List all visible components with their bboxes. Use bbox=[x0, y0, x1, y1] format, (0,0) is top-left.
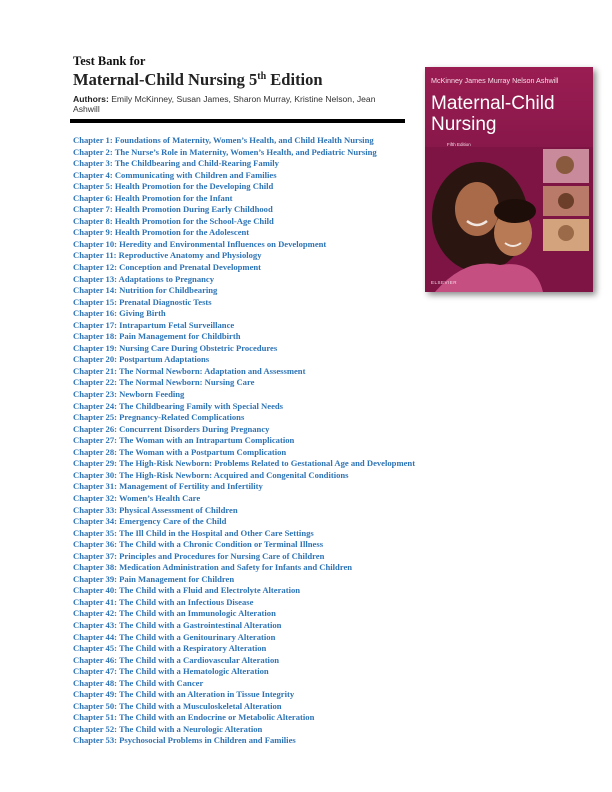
chapter-item: Chapter 27: The Woman with an Intrapartum Complication bbox=[73, 435, 295, 446]
chapter-item: Chapter 25: Pregnancy-Related Complications bbox=[73, 412, 245, 423]
chapter-item: Chapter 29: The High-Risk Newborn: Problems Related to Gestational Age and Development bbox=[73, 458, 416, 469]
chapter-item: Chapter 51: The Child with an Endocrine or Metabolic Alteration bbox=[73, 712, 315, 723]
chapter-item: Chapter 39: Pain Management for Children bbox=[73, 573, 235, 584]
chapter-item: Chapter 12: Conception and Prenatal Development bbox=[73, 262, 262, 273]
chapter-item: Chapter 31: Management of Fertility and Infertility bbox=[73, 481, 263, 492]
chapter-item: Chapter 35: The Ill Child in the Hospital and Other Care Settings bbox=[73, 527, 314, 538]
chapter-item: Chapter 11: Reproductive Anatomy and Physiology bbox=[73, 250, 262, 261]
chapter-item: Chapter 30: The High-Risk Newborn: Acquired and Congenital Conditions bbox=[73, 469, 349, 480]
chapter-item: Chapter 8: Health Promotion for the School-Age Child bbox=[73, 215, 274, 226]
chapter-item: Chapter 15: Prenatal Diagnostic Tests bbox=[73, 296, 212, 307]
chapter-item: Chapter 26: Concurrent Disorders During Pregnancy bbox=[73, 423, 270, 434]
chapter-item: Chapter 32: Women’s Health Care bbox=[73, 492, 201, 503]
chapter-item: Chapter 9: Health Promotion for the Adolescent bbox=[73, 227, 250, 238]
chapter-item: Chapter 1: Foundations of Maternity, Women’s Health, and Child Health Nursing bbox=[73, 135, 374, 145]
authors-names: Emily McKinney, Susan James, Sharon Murray, Kristine Nelson, Jean Ashwill bbox=[73, 94, 376, 114]
chapter-item: Chapter 3: The Childbearing and Child-Rearing Family bbox=[73, 158, 279, 169]
chapter-item: Chapter 38: Medication Administration and Safety for Infants and Children bbox=[73, 562, 353, 573]
cover-inset-figure-3 bbox=[558, 225, 574, 241]
book-title-end: Edition bbox=[266, 70, 323, 89]
chapter-item: Chapter 45: The Child with a Respiratory Alteration bbox=[73, 643, 267, 654]
chapter-item: Chapter 53: Psychosocial Problems in Children and Families bbox=[73, 735, 296, 746]
chapter-item: Chapter 14: Nutrition for Childbearing bbox=[73, 285, 218, 296]
chapter-item: Chapter 5: Health Promotion for the Developing Child bbox=[73, 181, 274, 192]
chapter-item: Chapter 36: The Child with a Chronic Condition or Terminal Illness bbox=[73, 539, 324, 550]
book-cover-image bbox=[425, 67, 593, 292]
header-label: Test Bank for bbox=[73, 54, 146, 68]
chapter-item: Chapter 24: The Childbearing Family with Special Needs bbox=[73, 400, 284, 411]
book-title-main: Maternal-Child Nursing 5 bbox=[73, 70, 258, 89]
chapter-item: Chapter 47: The Child with a Hematologic Alteration bbox=[73, 666, 269, 677]
authors-line bbox=[73, 94, 403, 114]
chapter-item: Chapter 17: Intrapartum Fetal Surveillance bbox=[73, 319, 235, 330]
chapter-item: Chapter 28: The Woman with a Postpartum Complication bbox=[73, 446, 287, 457]
cover-authors: McKinney James Murray Nelson Ashwill bbox=[431, 76, 559, 85]
chapter-item: Chapter 48: The Child with Cancer bbox=[73, 677, 204, 688]
authors-label: Authors: bbox=[73, 94, 109, 104]
chapter-item: Chapter 49: The Child with an Alteration in Tissue Integrity bbox=[73, 689, 295, 700]
chapter-item: Chapter 46: The Child with a Cardiovascular Alteration bbox=[73, 654, 280, 665]
chapter-item: Chapter 18: Pain Management for Childbirth bbox=[73, 331, 241, 342]
chapter-item: Chapter 13: Adaptations to Pregnancy bbox=[73, 273, 215, 284]
chapter-item: Chapter 22: The Normal Newborn: Nursing Care bbox=[73, 377, 255, 388]
cover-edition: Fifth Edition bbox=[447, 142, 471, 147]
chapter-item: Chapter 34: Emergency Care of the Child bbox=[73, 516, 227, 527]
cover-photo bbox=[425, 147, 593, 292]
chapter-item: Chapter 37: Principles and Procedures for Nursing Care of Children bbox=[73, 550, 325, 561]
chapter-item: Chapter 50: The Child with a Musculoskeletal Alteration bbox=[73, 700, 282, 711]
chapter-item: Chapter 19: Nursing Care During Obstetric Procedures bbox=[73, 342, 278, 353]
cover-title-line1: Maternal-Child bbox=[431, 93, 555, 114]
cover-title-line2: Nursing bbox=[431, 114, 497, 135]
chapter-item: Chapter 40: The Child with a Fluid and Electrolyte Alteration bbox=[73, 585, 301, 596]
chapter-item: Chapter 44: The Child with a Genitourinary Alteration bbox=[73, 631, 276, 642]
chapter-item: Chapter 10: Heredity and Environmental Influences on Development bbox=[73, 238, 327, 249]
cover-inset-figure-1 bbox=[556, 156, 574, 174]
chapter-item: Chapter 43: The Child with a Gastrointestinal Alteration bbox=[73, 619, 282, 630]
chapter-item: Chapter 16: Giving Birth bbox=[73, 308, 166, 319]
chapter-item: Chapter 33: Physical Assessment of Children bbox=[73, 504, 238, 515]
chapter-item: Chapter 23: Newborn Feeding bbox=[73, 389, 185, 400]
cover-mother-face bbox=[455, 182, 499, 236]
chapter-item: Chapter 20: Postpartum Adaptations bbox=[73, 354, 210, 365]
chapter-item: Chapter 6: Health Promotion for the Infant bbox=[73, 192, 233, 203]
chapter-item: Chapter 42: The Child with an Immunologic Alteration bbox=[73, 608, 276, 619]
chapter-item: Chapter 21: The Normal Newborn: Adaptation and Assessment bbox=[73, 365, 306, 376]
cover-publisher: ELSEVIER bbox=[431, 280, 458, 285]
header-divider bbox=[70, 119, 405, 123]
chapter-item: Chapter 52: The Child with a Neurologic Alteration bbox=[73, 723, 263, 734]
cover-title bbox=[431, 93, 591, 135]
chapter-item: Chapter 4: Communicating with Children and Families bbox=[73, 169, 277, 180]
chapter-item: Chapter 41: The Child with an Infectious Disease bbox=[73, 596, 254, 607]
book-title bbox=[73, 70, 413, 90]
chapter-item: Chapter 7: Health Promotion During Early Childhood bbox=[73, 204, 273, 215]
book-title-superscript: th bbox=[257, 71, 267, 82]
cover-child-hair bbox=[494, 199, 536, 223]
cover-inset-figure-2 bbox=[558, 193, 574, 209]
chapter-item: Chapter 2: The Nurse’s Role in Maternity, Women’s Health, and Pediatric Nursing bbox=[73, 146, 377, 157]
